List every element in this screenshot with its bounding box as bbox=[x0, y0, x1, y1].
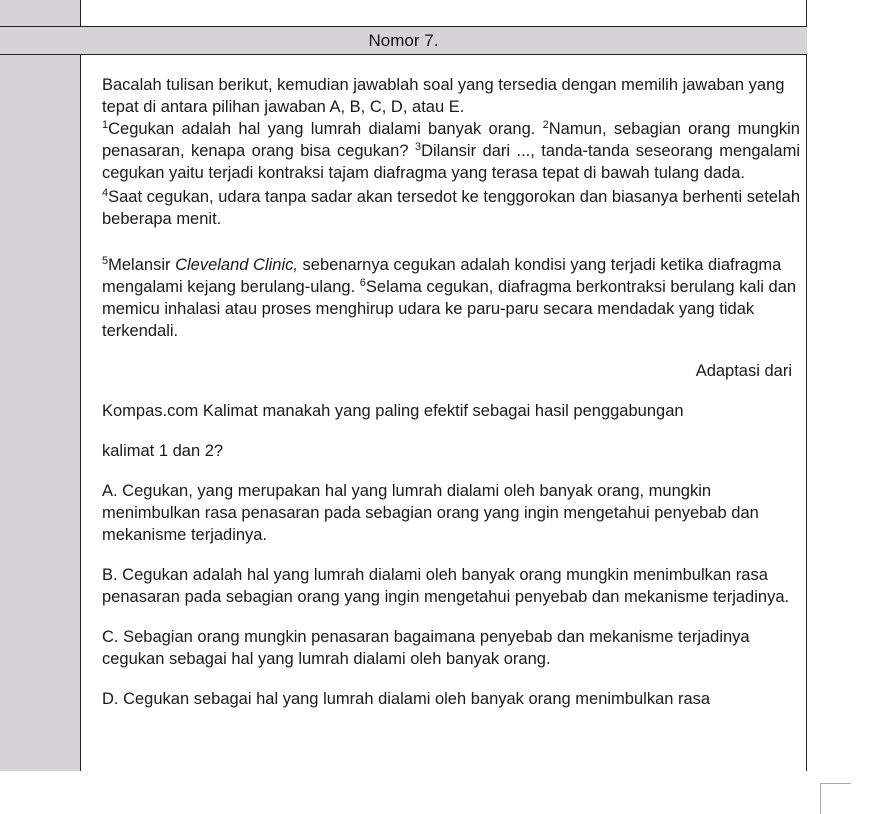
passage-paragraph-2 bbox=[102, 186, 800, 230]
sentence-number-5: 5 bbox=[102, 255, 109, 267]
option-b[interactable]: B. Cegukan adalah hal yang lumrah dialami oleh banyak orang mungkin menimbulkan rasa penasaran pada sebagian orang yang ingin mengetahui penyebab dan mekanisme terjadinya. bbox=[102, 566, 790, 606]
table-right-border bbox=[806, 0, 807, 771]
left-margin-column bbox=[0, 0, 81, 771]
question-prompt-line-2: kalimat 1 dan 2? bbox=[102, 442, 224, 460]
sentence-2: Namun, sebagian orang mungkin penasaran, kenapa orang bisa cegukan? bbox=[102, 120, 800, 160]
sentence-1: Cegukan adalah hal yang lumrah dialami banyak orang. bbox=[108, 120, 536, 138]
question-content bbox=[102, 74, 800, 710]
sentence-number-2: 2 bbox=[542, 119, 549, 131]
option-c[interactable]: C. Sebagian orang mungkin penasaran bagaimana penyebab dan mekanisme terjadinya cegukan sebagai hal yang lumrah dialami oleh banyak orang. bbox=[102, 628, 750, 668]
question-prompt-line-1: Kompas.com Kalimat manakah yang paling efektif sebagai hasil penggabungan bbox=[102, 402, 684, 420]
question-header bbox=[0, 26, 807, 55]
sentence-4: Saat cegukan, udara tanpa sadar akan tersedot ke tenggorokan dan biasanya berhenti setelah beberapa menit. bbox=[102, 188, 800, 228]
source-name: Cleveland Clinic, bbox=[175, 256, 298, 274]
instruction-text: Bacalah tulisan berikut, kemudian jawablah soal yang tersedia dengan memilih jawaban yang tepat di antara pilihan jawaban A, B, C, D, atau E. bbox=[102, 76, 785, 116]
sentence-number-1: 1 bbox=[102, 119, 109, 131]
page-corner-frame bbox=[820, 783, 851, 814]
passage-paragraph-1 bbox=[102, 118, 800, 184]
option-a[interactable]: A. Cegukan, yang merupakan hal yang lumrah dialami oleh banyak orang, mungkin menimbulkan rasa penasaran pada sebagian orang yang ingin mengetahui penyebab dan mekanisme terjadinya. bbox=[102, 482, 759, 544]
source-caption: Adaptasi dari bbox=[695, 362, 792, 380]
sentence-5-prefix: Melansir bbox=[108, 256, 176, 274]
sentence-number-6: 6 bbox=[359, 277, 366, 289]
question-number-title: Nomor 7. bbox=[368, 30, 439, 50]
passage-paragraph-3 bbox=[102, 254, 800, 342]
sentence-number-4: 4 bbox=[102, 187, 109, 199]
option-d[interactable]: D. Cegukan sebagai hal yang lumrah dialami oleh banyak orang menimbulkan rasa bbox=[102, 690, 711, 708]
sentence-3: Dilansir dari ..., tanda-tanda seseorang mengalami cegukan yaitu terjadi kontraksi tajam diafragma yang terasa tepat di bawah tulang dada. bbox=[102, 142, 800, 182]
sentence-5-rest: sebenarnya cegukan adalah kondisi yang terjadi ketika diafragma mengalami kejang berulang-ulang. bbox=[102, 256, 782, 296]
sentence-6: Selama cegukan, diafragma berkontraksi berulang kali dan memicu inhalasi atau proses menghirup udara ke paru-paru secara mendadak yang tidak terkendali. bbox=[102, 278, 797, 340]
sentence-number-3: 3 bbox=[414, 141, 422, 153]
